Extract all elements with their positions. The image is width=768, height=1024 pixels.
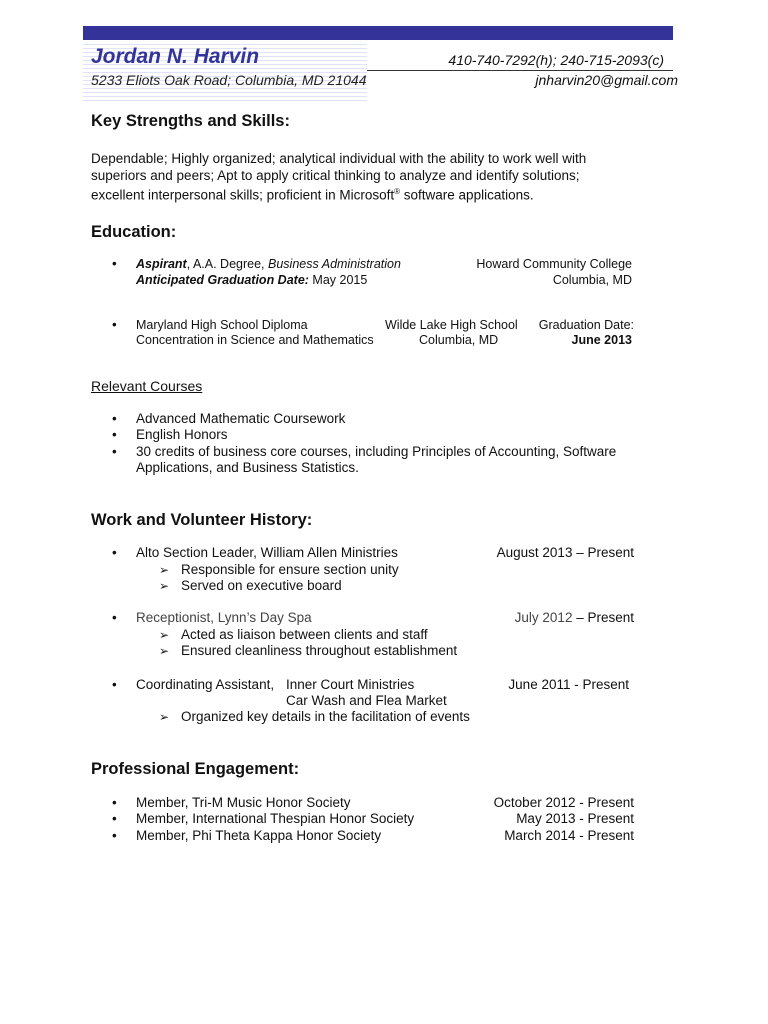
bullet-icon: • bbox=[112, 545, 117, 560]
bullet-icon: • bbox=[112, 444, 117, 459]
skills-line: superiors and peers; Apt to apply critical thinking to analyze and identify solutions; bbox=[91, 167, 580, 183]
job-title: Coordinating Assistant, bbox=[136, 677, 275, 692]
job-duty: Organized key details in the facilitation of events bbox=[181, 709, 470, 724]
hs-name: Wilde Lake High School bbox=[385, 318, 518, 332]
job-dates bbox=[515, 610, 634, 627]
arrow-bullet-icon: ➢ bbox=[159, 710, 170, 724]
job-org: Inner Court Ministries bbox=[286, 677, 415, 692]
degree-type: , A.A. Degree, bbox=[186, 257, 268, 271]
job-dates: August 2013 – Present bbox=[496, 545, 634, 560]
job-dates-end: – Present bbox=[572, 610, 634, 625]
header-divider bbox=[367, 70, 673, 71]
course-item: English Honors bbox=[136, 427, 228, 442]
applicant-email: jnharvin20@gmail.com bbox=[535, 72, 678, 88]
work-heading: Work and Volunteer History: bbox=[91, 511, 313, 529]
engagement-role: Member, International Thespian Honor Society bbox=[136, 811, 415, 826]
engagement-dates: October 2012 - Present bbox=[493, 795, 634, 810]
college-degree bbox=[136, 256, 401, 273]
hs-diploma: Maryland High School Diploma bbox=[136, 318, 308, 332]
skills-heading: Key Strengths and Skills: bbox=[91, 112, 290, 130]
applicant-phone: 410-740-7292(h); 240-715-2093(c) bbox=[448, 52, 664, 68]
hs-concentration: Concentration in Science and Mathematics bbox=[136, 333, 374, 347]
engagement-role: Member, Phi Theta Kappa Honor Society bbox=[136, 828, 382, 843]
degree-major: Business Administration bbox=[268, 257, 401, 271]
bullet-icon: • bbox=[112, 811, 117, 826]
job-org-continued: Car Wash and Flea Market bbox=[286, 693, 447, 708]
job-duty: Responsible for ensure section unity bbox=[181, 562, 399, 577]
job-duty: Ensured cleanliness throughout establishment bbox=[181, 643, 458, 658]
education-heading: Education: bbox=[91, 223, 177, 241]
job-duty: Served on executive board bbox=[181, 578, 342, 593]
arrow-bullet-icon: ➢ bbox=[159, 563, 170, 577]
job-dates-start: July 2012 bbox=[514, 610, 573, 625]
hs-grad-label: Graduation Date: bbox=[538, 318, 634, 332]
bullet-icon: • bbox=[112, 317, 117, 332]
grad-label: Anticipated Graduation Date: bbox=[136, 273, 309, 287]
registered-mark: ® bbox=[394, 187, 401, 196]
arrow-bullet-icon: ➢ bbox=[159, 579, 170, 593]
grad-value: May 2015 bbox=[308, 273, 368, 287]
hs-location: Columbia, MD bbox=[419, 333, 499, 347]
bullet-icon: • bbox=[112, 677, 117, 692]
college-location: Columbia, MD bbox=[552, 273, 632, 287]
bullet-icon: • bbox=[112, 256, 117, 271]
course-item-continued: Applications, and Business Statistics. bbox=[136, 460, 359, 475]
courses-heading: Relevant Courses bbox=[91, 378, 203, 394]
skills-line-text: excellent interpersonal skills; proficient in Microsoft bbox=[91, 187, 395, 203]
skills-line-text: software applications. bbox=[400, 187, 534, 203]
job-title: Alto Section Leader, William Allen Ministries bbox=[136, 545, 398, 560]
engagement-dates: May 2013 - Present bbox=[516, 811, 634, 826]
hs-grad-value: June 2013 bbox=[571, 333, 632, 347]
applicant-name: Jordan N. Harvin bbox=[91, 45, 260, 68]
degree-status: Aspirant bbox=[136, 257, 187, 271]
skills-line bbox=[91, 184, 651, 204]
bullet-icon: • bbox=[112, 427, 117, 442]
bullet-icon: • bbox=[112, 610, 117, 625]
engagement-role: Member, Tri-M Music Honor Society bbox=[136, 795, 351, 810]
bullet-icon: • bbox=[112, 411, 117, 426]
engagement-dates: March 2014 - Present bbox=[504, 828, 634, 843]
skills-paragraph bbox=[91, 151, 651, 204]
arrow-bullet-icon: ➢ bbox=[159, 644, 170, 658]
bullet-icon: • bbox=[112, 828, 117, 843]
arrow-bullet-icon: ➢ bbox=[159, 628, 170, 642]
college-name: Howard Community College bbox=[476, 257, 632, 271]
course-item: Advanced Mathematic Coursework bbox=[136, 411, 346, 426]
job-dates: June 2011 - Present bbox=[508, 677, 629, 692]
college-graduation bbox=[136, 272, 367, 289]
engagement-heading: Professional Engagement: bbox=[91, 760, 300, 778]
job-duty: Acted as liaison between clients and staff bbox=[181, 627, 428, 642]
header-top-bar bbox=[83, 26, 673, 40]
applicant-address: 5233 Eliots Oak Road; Columbia, MD 21044 bbox=[91, 72, 367, 88]
job-title: Receptionist, Lynn’s Day Spa bbox=[136, 610, 312, 625]
skills-line: Dependable; Highly organized; analytical individual with the ability to work well with bbox=[91, 151, 587, 166]
bullet-icon: • bbox=[112, 795, 117, 810]
course-item: 30 credits of business core courses, including Principles of Accounting, Software bbox=[136, 444, 617, 459]
